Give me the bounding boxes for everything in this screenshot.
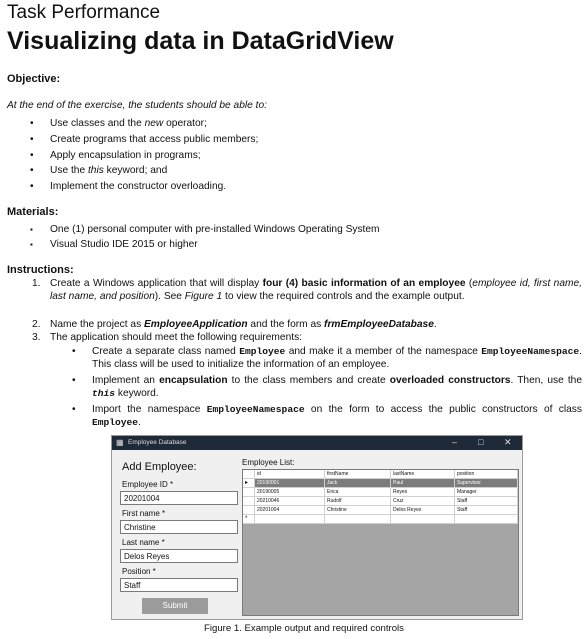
submit-button[interactable]: Submit (142, 598, 208, 614)
grid-header-row (243, 470, 518, 479)
window-titlebar (112, 436, 522, 450)
employee-list-label: Employee List: (242, 458, 295, 467)
list-item: • Implement the constructor overloading. (50, 180, 226, 193)
employee-database-window (111, 435, 523, 620)
maximize-icon[interactable]: □ (478, 437, 484, 447)
instructions-heading: Instructions: (7, 264, 74, 276)
row-header (243, 488, 255, 497)
table-cell[interactable]: Staff (455, 506, 518, 515)
app-icon: ▦ (116, 438, 124, 447)
table-cell[interactable]: Rudolf (325, 497, 391, 506)
position-field[interactable]: Staff (120, 578, 238, 592)
minimize-icon[interactable]: – (452, 437, 458, 447)
materials-heading: Materials: (7, 206, 59, 218)
row-header (243, 506, 255, 515)
list-item: ▪ Visual Studio IDE 2015 or higher (50, 238, 198, 251)
requirement-3: • Import the namespace EmployeeNamespace on the form to access the public constructors of class Employee. (92, 403, 582, 429)
list-item: • Use classes and the new operator; (50, 117, 207, 130)
table-cell[interactable]: 20190001 (255, 479, 325, 488)
figure-caption: Figure 1. Example output and required controls (204, 623, 404, 634)
step-number: 1. (32, 278, 41, 289)
list-item: • Apply encapsulation in programs; (50, 149, 201, 162)
objective-heading: Objective: (7, 73, 61, 85)
column-header[interactable]: firstName (325, 470, 391, 479)
table-cell[interactable]: Erica (325, 488, 391, 497)
table-row[interactable] (243, 479, 518, 488)
table-cell[interactable] (455, 515, 518, 524)
table-cell[interactable]: Manager (455, 488, 518, 497)
employee-id-field[interactable]: 20201004 (120, 491, 238, 505)
table-cell[interactable]: Supervisor (455, 479, 518, 488)
objective-intro: At the end of the exercise, the students should be able to: (7, 100, 267, 111)
table-cell[interactable]: Delos Reyes (391, 506, 455, 515)
table-cell[interactable]: Staff (455, 497, 518, 506)
last-name-field[interactable]: Delos Reyes (120, 549, 238, 563)
table-cell[interactable] (391, 515, 455, 524)
requirement-1: • Create a separate class named Employee and make it a member of the namespace EmployeeNamespace. This class will be used to initialize the information of an employee. (92, 345, 582, 371)
table-cell[interactable]: 20190005 (255, 488, 325, 497)
table-row[interactable] (243, 497, 518, 506)
table-cell[interactable] (255, 515, 325, 524)
instruction-step-1: Create a Windows application that will display four (4) basic information of an employee (employee id, first name, last name, and position). See Figure 1 to view the required controls and the example output. (50, 278, 582, 302)
page-subtitle: Task Performance (7, 2, 161, 23)
table-row[interactable] (243, 506, 518, 515)
row-header (243, 497, 255, 506)
list-item: • Use the this keyword; and (50, 164, 167, 177)
new-row[interactable] (243, 515, 518, 524)
table-cell[interactable]: 20210046 (255, 497, 325, 506)
close-icon[interactable]: ✕ (504, 437, 512, 447)
position-label: Position * (122, 567, 156, 576)
table-cell[interactable]: Jack (325, 479, 391, 488)
current-row-arrow-icon: ▸ (243, 479, 255, 488)
row-header-corner (243, 470, 255, 479)
table-cell[interactable]: Paul (391, 479, 455, 488)
table-cell[interactable]: Cruz (391, 497, 455, 506)
first-name-field[interactable]: Christine (120, 520, 238, 534)
column-header[interactable]: id (255, 470, 325, 479)
employee-id-label: Employee ID * (122, 480, 174, 489)
table-cell[interactable]: 20201004 (255, 506, 325, 515)
new-row-asterisk-icon: * (243, 515, 255, 524)
page-title: Visualizing data in DataGridView (7, 27, 394, 55)
column-header[interactable]: position (455, 470, 518, 479)
instruction-step-2: Name the project as EmployeeApplication and the form as frmEmployeeDatabase. (50, 319, 437, 330)
table-row[interactable] (243, 488, 518, 497)
step-number: 2. (32, 319, 41, 330)
list-item: • Create programs that access public members; (50, 133, 258, 146)
last-name-label: Last name * (122, 538, 165, 547)
first-name-label: First name * (122, 509, 166, 518)
step-number: 3. (32, 332, 41, 343)
column-header[interactable]: lastName (391, 470, 455, 479)
table-cell[interactable] (325, 515, 391, 524)
table-cell[interactable]: Reyes (391, 488, 455, 497)
window-title: Employee Database (128, 439, 187, 446)
requirement-2: • Implement an encapsulation to the class members and create overloaded constructors. Then, use the this keyword. (92, 374, 582, 400)
table-cell[interactable]: Christine (325, 506, 391, 515)
employee-datagridview[interactable] (242, 469, 519, 616)
instruction-step-3: The application should meet the following requirements: (50, 332, 303, 343)
add-employee-heading: Add Employee: (122, 461, 197, 473)
list-item: ▪ One (1) personal computer with pre-installed Windows Operating System (50, 223, 380, 236)
